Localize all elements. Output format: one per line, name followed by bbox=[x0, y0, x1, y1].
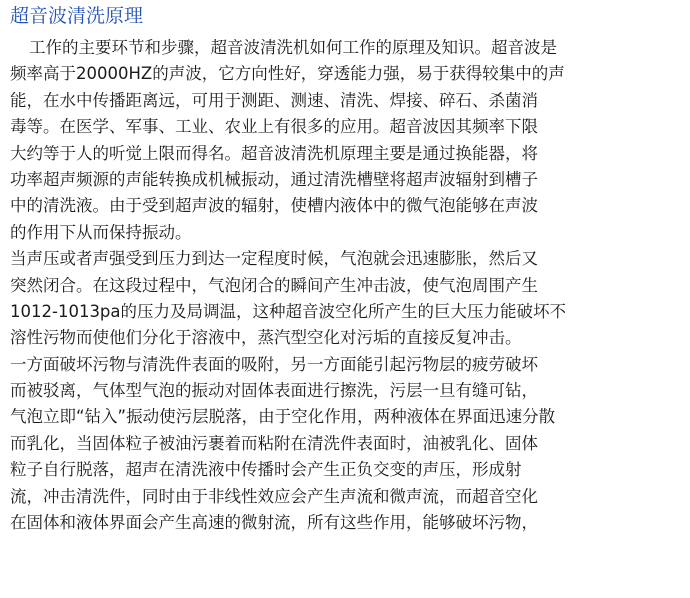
article-title: 超音波清洗原理 bbox=[10, 5, 144, 27]
text-line: 工作的主要环节和步骤，超音波清洗机如何工作的原理及知识。超音波是 bbox=[29, 38, 557, 57]
text-line: 能，在水中传播距离远，可用于测距、测速、清洗、焊接、碎石、杀菌消 bbox=[10, 90, 538, 110]
text-line: 溶性污物而使他们分化于溶液中，蒸汽型空化对污垢的直接反复冲击。 bbox=[10, 328, 522, 348]
text-line: 毒等。在医学、军事、工业、农业上有很多的应用。超音波因其频率下限 bbox=[10, 117, 538, 137]
text-line: 在固体和液体界面会产生高速的微射流，所有这些作用，能够破坏污物， bbox=[10, 513, 538, 533]
text-line: 1012-1013pa的压力及局调温，这种超音波空化所产生的巨大压力能破坏不 bbox=[10, 301, 567, 321]
text-line: 气泡立即“钻入”振动使污层脱落，由于空化作用，两种液体在界面迅速分散 bbox=[10, 407, 556, 427]
text-line: 的作用下从而保持振动。 bbox=[10, 222, 192, 242]
text-line: 大约等于人的听觉上限而得名。超音波清洗机原理主要是通过换能器，将 bbox=[10, 143, 538, 163]
article-body bbox=[10, 35, 685, 536]
text-line: 粒子自行脱落，超声在清洗液中传播时会产生正负交变的声压，形成射 bbox=[10, 460, 522, 480]
text-line: 频率高于20000HZ的声波，它方向性好，穿透能力强，易于获得较集中的声 bbox=[10, 64, 565, 84]
text-line: 功率超声频源的声能转换成机械振动，通过清洗槽壁将超声波辐射到槽子 bbox=[10, 169, 538, 189]
text-line: 当声压或者声强受到压力到达一定程度时候，气泡就会迅速膨胀，然后又 bbox=[10, 249, 538, 269]
text-line: 一方面破坏污物与清洗件表面的吸附，另一方面能引起污物层的疲劳破坏 bbox=[10, 354, 538, 374]
text-line: 突然闭合。在这段过程中，气泡闭合的瞬间产生冲击波，使气泡周围产生 bbox=[10, 275, 538, 295]
text-line: 中的清洗液。由于受到超声波的辐射，使槽内液体中的微气泡能够在声波 bbox=[10, 196, 538, 216]
text-line: 流，冲击清洗件，同时由于非线性效应会产生声流和微声流，而超音空化 bbox=[10, 486, 538, 506]
text-line: 而被驳离，气体型气泡的振动对固体表面进行擦洗，污层一旦有缝可钻， bbox=[10, 381, 538, 401]
text-line: 而乳化，当固体粒子被油污裹着而粘附在清洗件表面时，油被乳化、固体 bbox=[10, 433, 538, 453]
